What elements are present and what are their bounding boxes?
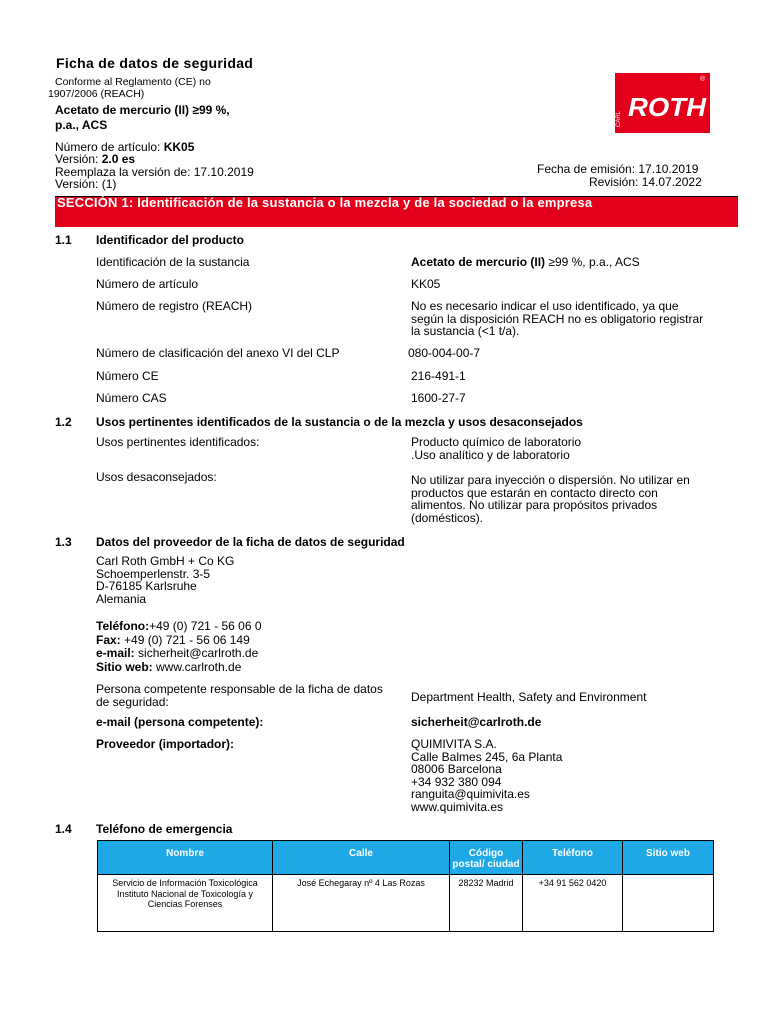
subsection-1-3-title: Datos del proveedor de la ficha de datos de seguridad [96,535,405,549]
substance-id-value: Acetato de mercurio (II) ≥99 %, p.a., ACS [411,255,640,269]
article-number-value: KK05 [411,277,441,291]
substance-id-label: Identificación de la sustancia [96,255,250,269]
logo-text: ROTH [628,92,708,122]
col-header-name: Nombre [98,841,273,875]
supplier-address: Carl Roth GmbH + Co KG Schoemperlenstr. 3-5 D-76185 Karlsruhe Alemania [96,554,235,606]
article-number-label: Número de artículo [96,277,199,291]
cell-phone: +34 91 562 0420 [523,875,623,932]
supplier-contacts [96,620,262,674]
col-header-phone: Teléfono [523,841,623,875]
regulation-line-2: 1907/2006 (REACH) [48,88,145,100]
ec-number-value: 216-491-1 [411,369,466,383]
table-header-row [98,841,714,875]
clp-number-label: Número de clasificación del anexo VI del CLP [96,346,340,360]
reach-number-value: No es necesario indicar el uso identificado, ya que según la disposición REACH no es obligatorio registrar la sustancia (<1 t/a). [411,299,704,338]
advised-against-label: Usos desaconsejados: [96,470,217,484]
logo-mark: ® [700,76,706,83]
version: Versión: 2.0 es [55,152,136,166]
cas-number-label: Número CAS [96,391,167,405]
fax: Fax: +49 (0) 721 - 56 06 149 [96,632,250,647]
cell-postal: 28232 Madrid [450,875,523,932]
cas-number-value: 1600-27-7 [411,391,466,405]
col-header-website: Sitio web [623,841,714,875]
identified-uses-label: Usos pertinentes identificados: [96,435,260,449]
roth-logo [615,73,710,133]
ec-number-label: Número CE [96,369,159,383]
subsection-1-4-title: Teléfono de emergencia [96,822,233,836]
replaces-version: Reemplaza la versión de: 17.10.2019 [55,165,254,179]
importer-address: QUIMIVITA S.A. Calle Balmes 245, 6a Planta 08006 Barcelona +34 932 380 094 ranguita@quimivita.es www.quimivita.es [411,737,563,814]
advised-against-value: No utilizar para inyección o dispersión. No utilizar en productos que estarán en contacto directo con alimentos. No utilizar para propósitos privados (domésticos). [411,473,690,525]
competent-email-label: e-mail (persona competente): [96,715,264,729]
email: e-mail: sicherheit@carlroth.de [96,646,259,660]
competent-email-value: sicherheit@carlroth.de [411,715,542,729]
revision-date: Revisión: 14.07.2022 [589,175,702,189]
col-header-postal: Código postal/ ciudad [450,841,523,875]
subsection-1-4-number: 1.4 [55,822,72,836]
subsection-1-2-number: 1.2 [55,415,72,429]
subsection-1-1-number: 1.1 [55,233,72,247]
table-row [98,875,714,932]
cell-name: Servicio de Información Toxicológica Instituto Nacional de Toxicología y Ciencias Forenses [98,875,273,932]
product-name: Acetato de mercurio (II) ≥99 %, p.a., ACS [55,103,230,132]
clp-number-value: 080-004-00-7 [408,346,481,360]
competent-person-value: Department Health, Safety and Environment [411,690,647,704]
phone: Teléfono:+49 (0) 721 - 56 06 0 [96,619,262,633]
cell-street: José Echegaray nº 4 Las Rozas [273,875,450,932]
document-title: Ficha de datos de seguridad [56,55,254,71]
website: Sitio web: www.carlroth.de [96,659,242,674]
identified-uses-value: Producto químico de laboratorio .Uso analítico y de laboratorio [411,435,582,462]
logo-side-text: CARL [616,110,622,127]
regulation-line-1: Conforme al Reglamento (CE) no [55,76,211,88]
section-1-title: SECCIÓN 1: Identificación de la sustancia o la mezcla y de la sociedad o la empresa [57,195,593,210]
article-number: Número de artículo: KK05 [55,140,195,154]
version-paren: Versión: (1) [55,177,117,191]
section-1-bar [55,197,738,227]
reach-number-label: Número de registro (REACH) [96,299,253,313]
issue-date: Fecha de emisión: 17.10.2019 [537,162,699,176]
cell-website [623,875,714,932]
competent-person-label: Persona competente responsable de la ficha de datos de seguridad: [96,682,383,709]
col-header-street: Calle [273,841,450,875]
subsection-1-1-title: Identificador del producto [96,233,245,247]
importer-label: Proveedor (importador): [96,737,235,751]
subsection-1-2-title: Usos pertinentes identificados de la sustancia o de la mezcla y usos desaconsejados [96,415,583,429]
emergency-contacts-table [97,840,714,932]
subsection-1-3-number: 1.3 [55,535,72,549]
